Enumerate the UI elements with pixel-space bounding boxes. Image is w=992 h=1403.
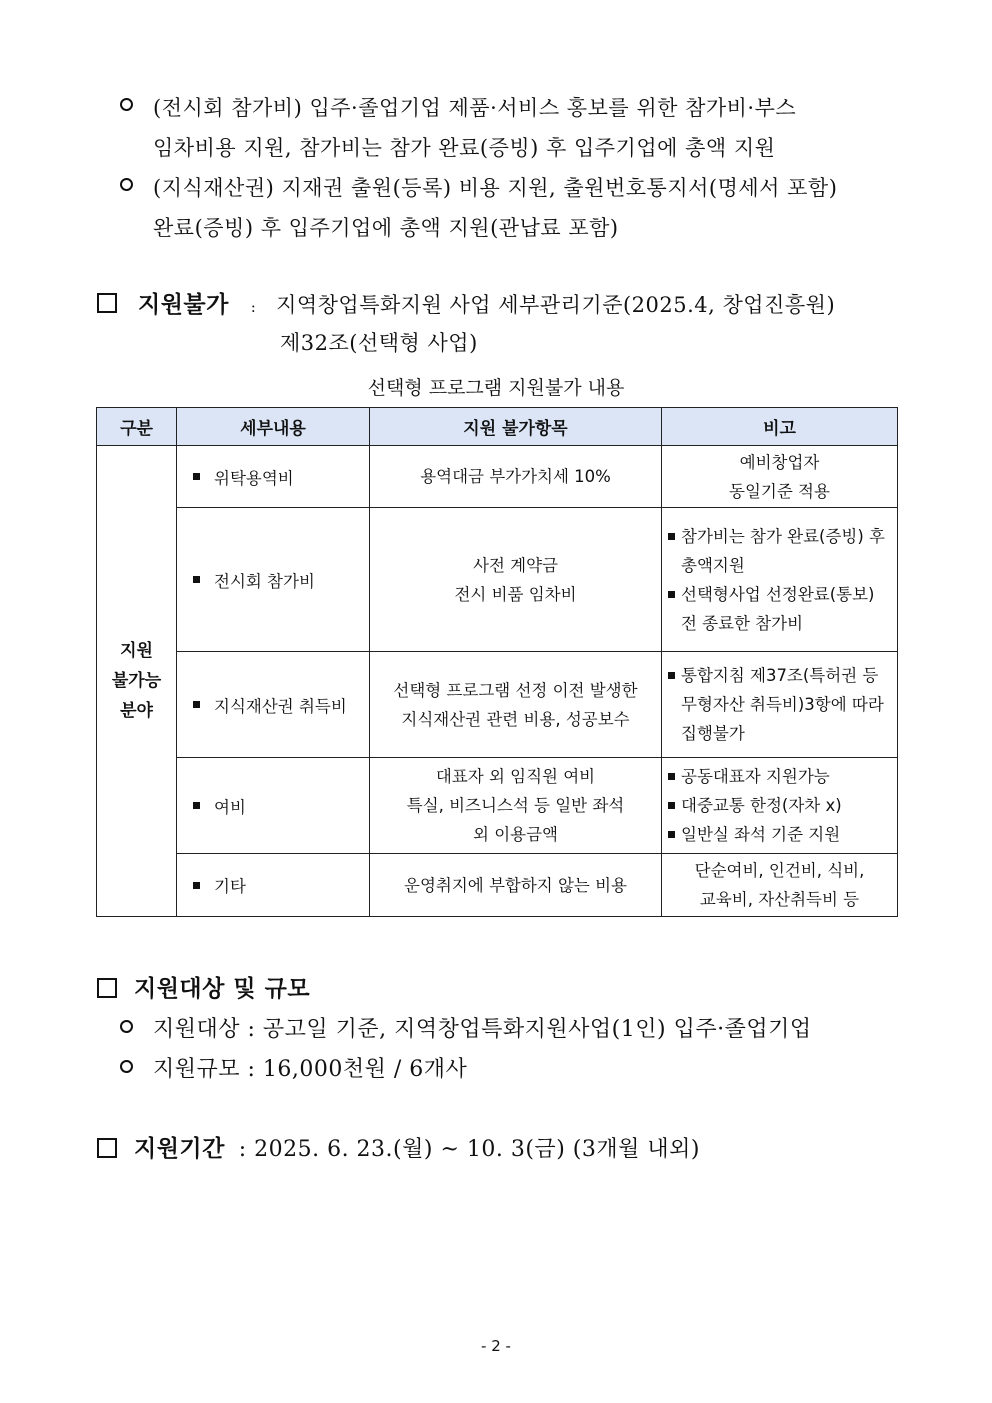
square-bullet-icon bbox=[193, 576, 200, 583]
remarks-cell bbox=[662, 446, 898, 508]
square-bullet-icon bbox=[193, 701, 200, 708]
checkbox-square-icon bbox=[97, 1138, 117, 1158]
table-header-row bbox=[97, 408, 898, 446]
checkbox-square-icon bbox=[97, 978, 117, 998]
exclusion-line: 특실, 비즈니스석 등 일반 좌석 bbox=[406, 796, 625, 815]
bullet-1-line-2: 임차비용 지원, 참가비는 참가 완료(증빙) 후 입주기업에 총액 지원 bbox=[153, 136, 776, 160]
square-bullet-icon bbox=[668, 802, 675, 809]
header-exclusions: 지원 불가항목 bbox=[370, 408, 662, 446]
remarks-cell bbox=[662, 508, 898, 652]
remark-bullet: 통합지침 제37조(특허권 등 무형자산 취득비)3항에 따라 집행불가 bbox=[681, 666, 884, 743]
remarks-cell bbox=[662, 854, 898, 917]
square-bullet-icon bbox=[668, 591, 675, 598]
exclusion-cell bbox=[370, 758, 662, 854]
detail-item: 기타 bbox=[214, 877, 246, 896]
remark-line: 동일기준 적용 bbox=[729, 481, 830, 501]
table-row bbox=[97, 854, 898, 917]
section-unsupported-heading bbox=[138, 286, 835, 319]
scale-item: 지원규모 : 16,000천원 / 6개사 bbox=[153, 1057, 468, 1082]
section-unsupported-title: 지원불가 bbox=[138, 291, 229, 318]
section-target-title: 지원대상 및 규모 bbox=[134, 975, 311, 1002]
square-bullet-icon bbox=[668, 831, 675, 838]
exclusion-cell bbox=[370, 854, 662, 917]
header-detail: 세부내용 bbox=[177, 408, 370, 446]
remark-bullet: 선택형사업 선정완료(통보) 전 종료한 참가비 bbox=[681, 584, 875, 633]
section-period-heading bbox=[134, 1130, 700, 1163]
bullet-circle-icon bbox=[120, 98, 133, 111]
exclusion-line: 사전 계약금 bbox=[473, 555, 558, 575]
detail-cell bbox=[177, 758, 370, 854]
table-caption: 선택형 프로그램 지원불가 내용 bbox=[367, 377, 625, 399]
bullet-2-line-2: 완료(증빙) 후 입주기업에 총액 지원(관납료 포함) bbox=[153, 216, 619, 240]
section-unsupported-colon: : bbox=[250, 298, 257, 316]
header-category: 구분 bbox=[97, 408, 177, 446]
target-item: 지원대상 : 공고일 기준, 지역창업특화지원사업(1인) 입주·졸업기업 bbox=[153, 1017, 812, 1042]
detail-cell bbox=[177, 652, 370, 758]
square-bullet-icon bbox=[668, 672, 675, 679]
exclusion-line: 선택형 프로그램 선정 이전 발생한 bbox=[393, 680, 638, 700]
bullet-circle-icon bbox=[120, 1060, 133, 1073]
remark-line: 예비창업자 bbox=[739, 452, 820, 472]
square-bullet-icon bbox=[668, 533, 675, 540]
table-row bbox=[97, 758, 898, 854]
exclusion-cell bbox=[370, 508, 662, 652]
remarks-cell bbox=[662, 652, 898, 758]
detail-item: 전시회 참가비 bbox=[214, 571, 315, 591]
exclusion-line: 지식재산권 관련 비용, 성공보수 bbox=[401, 709, 630, 729]
detail-item: 위탁용역비 bbox=[214, 468, 294, 488]
bullet-1-line-1: (전시회 참가비) 입주·졸업기업 제품·서비스 홍보를 위한 참가비·부스 bbox=[153, 96, 797, 120]
section-period-title: 지원기간 bbox=[134, 1135, 225, 1162]
bullet-2-line-1: (지식재산권) 지재권 출원(등록) 비용 지원, 출원번호통지서(명세서 포함) bbox=[153, 176, 838, 200]
exclusion-cell bbox=[370, 652, 662, 758]
square-bullet-icon bbox=[193, 473, 200, 480]
square-bullet-icon bbox=[668, 773, 675, 780]
bullet-circle-icon bbox=[120, 178, 133, 191]
table-row bbox=[97, 508, 898, 652]
checkbox-square-icon bbox=[97, 293, 117, 313]
remarks-cell bbox=[662, 758, 898, 854]
category-line: 지원 bbox=[120, 641, 153, 661]
bullet-circle-icon bbox=[120, 1020, 133, 1033]
page-number: - 2 - bbox=[481, 1337, 511, 1355]
remark-bullet: 대중교통 한정(자차 x) bbox=[681, 796, 842, 815]
detail-cell bbox=[177, 508, 370, 652]
category-line: 불가능 bbox=[111, 671, 162, 691]
table-row bbox=[97, 652, 898, 758]
remark-bullet: 참가비는 참가 완료(증빙) 후 총액지원 bbox=[681, 526, 885, 575]
exclusion-line: 외 이용금액 bbox=[473, 825, 558, 844]
category-cell bbox=[97, 446, 177, 917]
exclusion-line: 대표자 외 임직원 여비 bbox=[435, 767, 596, 786]
exclusion-line: 전시 비품 임차비 bbox=[454, 584, 577, 604]
section-period-text: : 2025. 6. 23.(월) ~ 10. 3(금) (3개월 내외) bbox=[238, 1137, 700, 1162]
exclusion-cell bbox=[370, 446, 662, 508]
section-unsupported-text-1: 지역창업특화지원 사업 세부관리기준(2025.4, 창업진흥원) bbox=[276, 293, 836, 317]
square-bullet-icon bbox=[193, 802, 200, 809]
remark-line: 교육비, 자산취득비 등 bbox=[699, 890, 860, 909]
remark-bullet: 공동대표자 지원가능 bbox=[681, 767, 830, 786]
remark-bullet: 일반실 좌석 기준 지원 bbox=[681, 825, 841, 844]
section-unsupported-text-2: 제32조(선택형 사업) bbox=[280, 331, 478, 355]
unsupported-items-table bbox=[96, 407, 898, 917]
detail-item: 여비 bbox=[214, 797, 246, 817]
exclusion-line: 운영취지에 부합하지 않는 비용 bbox=[404, 875, 627, 895]
detail-cell bbox=[177, 446, 370, 508]
remark-line: 단순여비, 인건비, 식비, bbox=[694, 861, 865, 880]
category-line: 분야 bbox=[120, 701, 153, 721]
table-row bbox=[97, 446, 898, 508]
detail-cell bbox=[177, 854, 370, 917]
exclusion-line: 용역대금 부가가치세 10% bbox=[420, 467, 611, 486]
detail-item: 지식재산권 취득비 bbox=[214, 696, 347, 716]
square-bullet-icon bbox=[193, 882, 200, 889]
header-remarks: 비고 bbox=[662, 408, 898, 446]
